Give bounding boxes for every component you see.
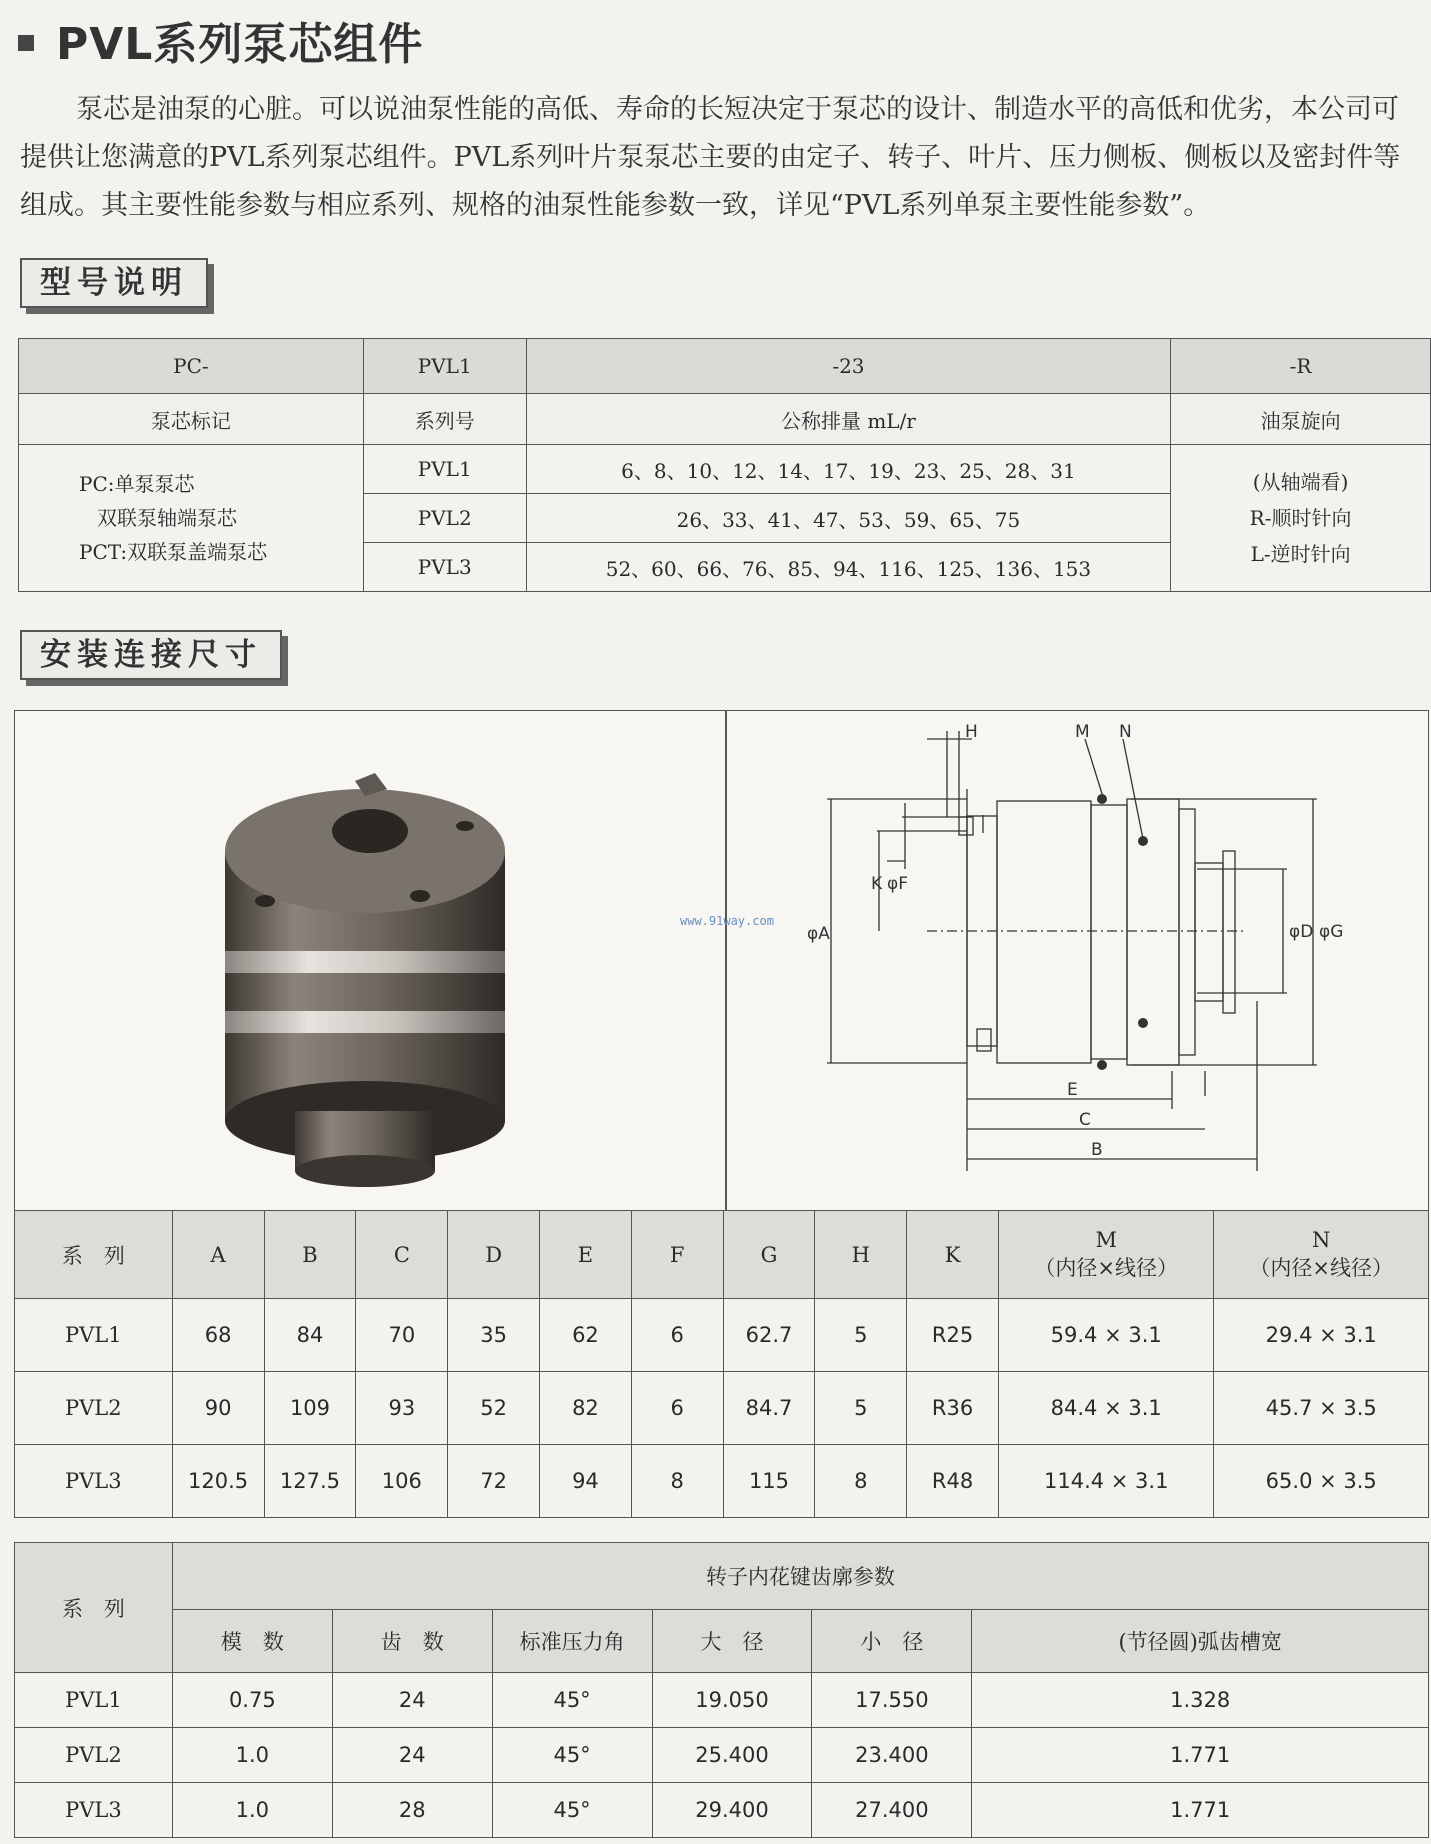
model-label-row bbox=[19, 394, 1431, 445]
value-cell: R36 bbox=[907, 1372, 999, 1445]
rotation-cell bbox=[1171, 445, 1431, 592]
series-cell: PVL3 bbox=[363, 543, 526, 592]
header-m-letter: M bbox=[1095, 1227, 1117, 1252]
code-cell: PVL1 bbox=[363, 339, 526, 394]
core-type-item: 双联泵轴端泵芯 bbox=[97, 506, 237, 530]
table-row bbox=[15, 1783, 1429, 1838]
code-cell: PC- bbox=[19, 339, 364, 394]
label-k: K bbox=[871, 874, 883, 894]
header-cell: 系 列 bbox=[15, 1211, 173, 1299]
header-cell: F bbox=[631, 1211, 723, 1299]
label-cell: 系列号 bbox=[363, 394, 526, 445]
value-cell: 0.75 bbox=[172, 1673, 332, 1728]
rotation-item: L-逆时针向 bbox=[1250, 542, 1351, 566]
value-cell: 59.4 × 3.1 bbox=[998, 1299, 1213, 1372]
value-cell: 1.771 bbox=[972, 1728, 1429, 1783]
series-cell: PVL3 bbox=[15, 1783, 173, 1838]
value-cell: 24 bbox=[332, 1728, 492, 1783]
value-cell: 28 bbox=[332, 1783, 492, 1838]
header-cell: E bbox=[540, 1211, 632, 1299]
intro-text: 泵芯是油泵的心脏。可以说油泵性能的高低、寿命的长短决定于泵芯的设计、制造水平的高低和优劣，本公司可提供让您满意的PVL系列泵芯组件。PVL系列叶片泵泵芯主要的由定子、转子、叶片、压力侧板、侧板以及密封件等组成。其主要性能参数与相应系列、规格的油泵性能参数一致，详见“PVL系列单泵主要性能参数”。 bbox=[20, 94, 1401, 221]
header-cell-m bbox=[998, 1211, 1213, 1299]
label-n: N bbox=[1119, 722, 1132, 742]
series-cell: PVL2 bbox=[363, 494, 526, 543]
label-cell: 油泵旋向 bbox=[1171, 394, 1431, 445]
model-code-row bbox=[19, 339, 1431, 394]
displacement-cell: 6、8、10、12、14、17、19、23、25、28、31 bbox=[526, 445, 1170, 494]
label-g: φG bbox=[1319, 922, 1344, 942]
label-f: φF bbox=[887, 874, 908, 894]
value-cell: 29.400 bbox=[652, 1783, 812, 1838]
table-row bbox=[15, 1372, 1429, 1445]
value-cell: 65.0 × 3.5 bbox=[1214, 1445, 1429, 1518]
header-cell-n bbox=[1214, 1211, 1429, 1299]
code-cell: -R bbox=[1171, 339, 1431, 394]
header-cell: A bbox=[172, 1211, 264, 1299]
series-cell: PVL1 bbox=[15, 1299, 173, 1372]
label-b: B bbox=[1091, 1140, 1103, 1160]
core-type-cell bbox=[19, 445, 364, 592]
page-title-text: PVL系列泵芯组件 bbox=[56, 19, 424, 70]
table-row bbox=[15, 1728, 1429, 1783]
header-cell: 标准压力角 bbox=[492, 1610, 652, 1673]
value-cell: 8 bbox=[631, 1445, 723, 1518]
value-cell: 1.0 bbox=[172, 1728, 332, 1783]
value-cell: 24 bbox=[332, 1673, 492, 1728]
header-cell: C bbox=[356, 1211, 448, 1299]
value-cell: 8 bbox=[815, 1445, 907, 1518]
value-cell: R48 bbox=[907, 1445, 999, 1518]
header-cell: H bbox=[815, 1211, 907, 1299]
value-cell: 45° bbox=[492, 1673, 652, 1728]
rotation-item: R-顺时针向 bbox=[1249, 506, 1352, 530]
value-cell: 94 bbox=[540, 1445, 632, 1518]
value-cell: 52 bbox=[448, 1372, 540, 1445]
page-title bbox=[18, 8, 423, 72]
spline-header-row bbox=[15, 1610, 1429, 1673]
table-row bbox=[15, 1445, 1429, 1518]
header-cell: D bbox=[448, 1211, 540, 1299]
value-cell: 19.050 bbox=[652, 1673, 812, 1728]
value-cell: 115 bbox=[723, 1445, 815, 1518]
value-cell: 5 bbox=[815, 1299, 907, 1372]
value-cell: 82 bbox=[540, 1372, 632, 1445]
value-cell: 25.400 bbox=[652, 1728, 812, 1783]
technical-drawing bbox=[727, 711, 1427, 1211]
value-cell: R25 bbox=[907, 1299, 999, 1372]
table-row bbox=[15, 1673, 1429, 1728]
section-title-model: 型号说明 bbox=[20, 258, 208, 308]
value-cell: 120.5 bbox=[172, 1445, 264, 1518]
value-cell: 127.5 bbox=[264, 1445, 356, 1518]
spline-group-row bbox=[15, 1543, 1429, 1610]
group-header: 转子内花键齿廓参数 bbox=[172, 1543, 1428, 1610]
header-cell: B bbox=[264, 1211, 356, 1299]
spline-table bbox=[14, 1542, 1429, 1838]
header-cell: 大 径 bbox=[652, 1610, 812, 1673]
displacement-cell: 52、60、66、76、85、94、116、125、136、153 bbox=[526, 543, 1170, 592]
label-a: φA bbox=[807, 924, 830, 944]
install-drawing-panel bbox=[14, 710, 1429, 1211]
series-cell: PVL2 bbox=[15, 1728, 173, 1783]
square-bullet-icon bbox=[18, 35, 34, 51]
dimension-table bbox=[14, 1210, 1429, 1518]
code-cell: -23 bbox=[526, 339, 1170, 394]
value-cell: 6 bbox=[631, 1372, 723, 1445]
intro-paragraph bbox=[20, 86, 1420, 230]
value-cell: 29.4 × 3.1 bbox=[1214, 1299, 1429, 1372]
series-cell: PVL3 bbox=[15, 1445, 173, 1518]
value-cell: 106 bbox=[356, 1445, 448, 1518]
value-cell: 84.7 bbox=[723, 1372, 815, 1445]
header-cell: G bbox=[723, 1211, 815, 1299]
table-row bbox=[19, 445, 1431, 494]
header-n-letter: N bbox=[1312, 1227, 1331, 1252]
value-cell: 5 bbox=[815, 1372, 907, 1445]
label-e: E bbox=[1067, 1080, 1078, 1100]
value-cell: 45° bbox=[492, 1783, 652, 1838]
header-cell: K bbox=[907, 1211, 999, 1299]
label-cell: 泵芯标记 bbox=[19, 394, 364, 445]
label-d: φD bbox=[1289, 922, 1314, 942]
value-cell: 45.7 × 3.5 bbox=[1214, 1372, 1429, 1445]
label-m: M bbox=[1075, 722, 1090, 742]
core-type-item: PC:单泵泵芯 bbox=[79, 472, 195, 496]
header-n-note: （内径×线径） bbox=[1249, 1255, 1394, 1280]
value-cell: 68 bbox=[172, 1299, 264, 1372]
label-h: H bbox=[965, 722, 978, 742]
label-cell: 公称排量 mL/r bbox=[526, 394, 1170, 445]
model-table bbox=[18, 338, 1431, 592]
dimension-header-row bbox=[15, 1211, 1429, 1299]
value-cell: 27.400 bbox=[812, 1783, 972, 1838]
value-cell: 23.400 bbox=[812, 1728, 972, 1783]
section-title-install: 安装连接尺寸 bbox=[20, 630, 282, 680]
value-cell: 17.550 bbox=[812, 1673, 972, 1728]
value-cell: 1.771 bbox=[972, 1783, 1429, 1838]
header-cell: 齿 数 bbox=[332, 1610, 492, 1673]
value-cell: 62.7 bbox=[723, 1299, 815, 1372]
value-cell: 84 bbox=[264, 1299, 356, 1372]
value-cell: 72 bbox=[448, 1445, 540, 1518]
value-cell: 35 bbox=[448, 1299, 540, 1372]
value-cell: 114.4 × 3.1 bbox=[998, 1445, 1213, 1518]
pump-core-photo bbox=[15, 711, 715, 1211]
header-cell: 模 数 bbox=[172, 1610, 332, 1673]
value-cell: 1.0 bbox=[172, 1783, 332, 1838]
series-header: 系 列 bbox=[15, 1543, 173, 1673]
value-cell: 1.328 bbox=[972, 1673, 1429, 1728]
table-row bbox=[15, 1299, 1429, 1372]
value-cell: 62 bbox=[540, 1299, 632, 1372]
value-cell: 90 bbox=[172, 1372, 264, 1445]
value-cell: 84.4 × 3.1 bbox=[998, 1372, 1213, 1445]
header-cell: (节径圆)弧齿槽宽 bbox=[972, 1610, 1429, 1673]
series-cell: PVL2 bbox=[15, 1372, 173, 1445]
value-cell: 70 bbox=[356, 1299, 448, 1372]
value-cell: 45° bbox=[492, 1728, 652, 1783]
displacement-cell: 26、33、41、47、53、59、65、75 bbox=[526, 494, 1170, 543]
value-cell: 93 bbox=[356, 1372, 448, 1445]
series-cell: PVL1 bbox=[363, 445, 526, 494]
header-m-note: （内径×线径） bbox=[1034, 1255, 1179, 1280]
value-cell: 109 bbox=[264, 1372, 356, 1445]
rotation-item: (从轴端看) bbox=[1252, 470, 1349, 494]
label-c: C bbox=[1079, 1110, 1091, 1130]
core-type-item: PCT:双联泵盖端泵芯 bbox=[79, 540, 268, 564]
value-cell: 6 bbox=[631, 1299, 723, 1372]
watermark: www.91way.com bbox=[680, 914, 774, 928]
header-cell: 小 径 bbox=[812, 1610, 972, 1673]
series-cell: PVL1 bbox=[15, 1673, 173, 1728]
